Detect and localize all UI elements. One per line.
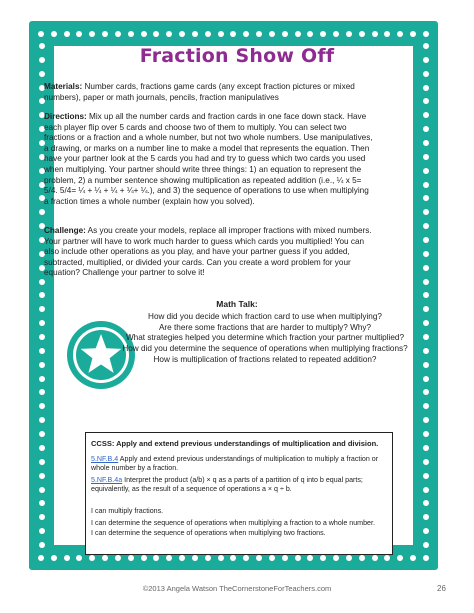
border-dot [205,555,211,561]
border-dot [423,403,429,409]
materials-paragraph [44,82,374,103]
border-dot [423,195,429,201]
challenge-label: Challenge: [44,226,86,235]
border-dot [141,31,147,37]
border-dot [39,417,45,423]
border-dot [39,389,45,395]
page-number: 26 [437,584,446,593]
border-dot [423,265,429,271]
border-dot [307,555,313,561]
border-dot [423,31,429,37]
border-dot [320,31,326,37]
border-dot [218,555,224,561]
border-dot [423,555,429,561]
border-dot [282,555,288,561]
border-dot [192,555,198,561]
border-dot [423,251,429,257]
border-dot [38,31,44,37]
border-dot [410,555,416,561]
border-dot [179,555,185,561]
border-dot [423,209,429,215]
border-dot [205,31,211,37]
border-dot [423,85,429,91]
challenge-text: As you create your models, replace all improper fractions with mixed numbers. Your partner will have to work much harder to guess which cards you multiplied! You can also include other operations as you play, and have your partner guess if you added, subtracted, multiplied, or divided your cards. Can you create a word problem for your equation? Challenge your partner to solve it! [44,226,372,278]
border-dot [153,31,159,37]
border-dot [423,140,429,146]
standard-text: Interpret the product (a/b) × q as a parts of a partition of q into b equal parts; equivalently, as the result of a sequence of operations a × q ÷ b. [91,476,363,493]
dot-border-bottom [38,554,429,561]
border-dot [230,31,236,37]
border-dot [39,348,45,354]
border-dot [39,71,45,77]
border-dot [359,555,365,561]
border-dot [372,555,378,561]
standard-link-5nfb4[interactable]: 5.NF.B.4 [91,455,119,463]
border-dot [39,487,45,493]
border-dot [423,334,429,340]
materials-text: Number cards, fractions game cards (any except fraction pictures or mixed numbers), paper or math journals, pencils, fraction manipulatives [44,82,355,102]
math-talk-questions [120,312,410,366]
border-dot [423,528,429,534]
math-talk-title: Math Talk: [216,299,258,309]
border-dot [423,98,429,104]
dot-border-top [38,30,429,37]
border-dot [423,542,429,548]
border-dot [218,31,224,37]
border-dot [423,292,429,298]
border-dot [39,376,45,382]
border-dot [423,473,429,479]
math-talk-question: How is multiplication of fractions related to repeated addition? [153,354,377,364]
border-dot [128,555,134,561]
dot-border-right [422,43,429,548]
border-dot [423,431,429,437]
border-dot [423,376,429,382]
ccss-box [85,432,393,555]
border-dot [39,500,45,506]
border-dot [102,555,108,561]
border-dot [115,31,121,37]
border-dot [372,31,378,37]
border-dot [153,555,159,561]
border-dot [423,168,429,174]
border-dot [230,555,236,561]
border-dot [102,31,108,37]
materials-label: Materials: [44,82,83,91]
border-dot [307,31,313,37]
border-dot [423,417,429,423]
border-dot [269,555,275,561]
border-dot [423,389,429,395]
directions-label: Directions: [44,112,87,121]
border-dot [39,542,45,548]
border-dot [397,555,403,561]
border-dot [410,31,416,37]
border-dot [346,31,352,37]
border-dot [320,555,326,561]
border-dot [39,279,45,285]
border-dot [256,555,262,561]
border-dot [423,487,429,493]
border-dot [423,514,429,520]
border-dot [39,362,45,368]
directions-paragraph [44,112,374,207]
border-dot [423,112,429,118]
border-dot [423,500,429,506]
border-dot [141,555,147,561]
border-dot [38,555,44,561]
border-dot [39,334,45,340]
ccss-standard-2 [91,476,387,494]
border-dot [282,31,288,37]
page-title: Fraction Show Off [139,45,335,67]
border-dot [256,31,262,37]
ccss-standard-1 [91,455,387,473]
border-dot [64,31,70,37]
border-dot [295,555,301,561]
border-dot [423,459,429,465]
border-dot [423,154,429,160]
border-dot [39,403,45,409]
border-dot [423,182,429,188]
border-dot [166,555,172,561]
border-dot [39,473,45,479]
border-dot [423,320,429,326]
border-dot [179,31,185,37]
border-dot [243,31,249,37]
border-dot [397,31,403,37]
border-dot [89,555,95,561]
border-dot [423,71,429,77]
border-dot [359,31,365,37]
border-dot [384,31,390,37]
standard-text: Apply and extend previous understandings of multiplication to multiply a fraction or whole number by a fraction. [91,455,379,472]
border-dot [39,292,45,298]
border-dot [384,555,390,561]
standard-link-5nfb4a[interactable]: 5.NF.B.4a [91,476,123,484]
math-talk-question: How did you decide which fraction card to use when multiplying? [148,312,382,321]
challenge-paragraph [44,226,374,279]
math-talk-question: Are there some fractions that are harder to multiply? Why? [158,322,372,332]
border-dot [76,555,82,561]
math-talk-question: How did you determine the sequence of operations when multiplying fractions? [122,344,408,354]
border-dot [192,31,198,37]
border-dot [39,528,45,534]
i-can-statement: I can multiply fractions. [91,507,164,515]
i-can-statement: I can determine the sequence of operations when multiplying two fractions. [91,529,326,537]
border-dot [39,514,45,520]
border-dot [423,223,429,229]
border-dot [423,362,429,368]
border-dot [423,237,429,243]
border-dot [128,31,134,37]
border-dot [39,459,45,465]
border-dot [39,431,45,437]
border-dot [115,555,121,561]
footer-copyright: ©2013 Angela Watson TheCornerstoneForTeachers.com [142,584,332,593]
border-dot [243,555,249,561]
border-dot [39,209,45,215]
ccss-heading: CCSS: Apply and extend previous understandings of multiplication and division. [91,439,379,448]
border-dot [333,555,339,561]
border-dot [333,31,339,37]
border-dot [39,445,45,451]
border-dot [423,348,429,354]
border-dot [295,31,301,37]
border-dot [346,555,352,561]
border-dot [423,279,429,285]
border-dot [166,31,172,37]
border-dot [76,31,82,37]
border-dot [64,555,70,561]
i-can-statement: I can determine the sequence of operations when multiplying a fraction to a whole number. [91,519,375,527]
border-dot [423,445,429,451]
border-dot [51,555,57,561]
border-dot [423,126,429,132]
border-dot [89,31,95,37]
border-dot [51,31,57,37]
directions-text: Mix up all the number cards and fraction cards in one face down stack. Have each player flip over 5 cards and choose two of them to multiply. You can select two fractions or a fraction and a whole number, but not two whole numbers. Use manipulatives, a drawing, or marks on a number line to make a model that represents the equation. Then have your partner look at the 5 cards you had and try to guess which two cards you used when multiplying. Your partner should write three things: 1) an equation to represent the problem, 2) a number sentence showing multiplication as repeated addition (i.e., ¼ x 5= 5/4. 5/4= ¼ + ¼ + ¼ + ¼+ ¼.), and 3) the sequence of operations to use when multiplying a fraction times a whole number (explain how you solved). [44,112,373,206]
border-dot [269,31,275,37]
border-dot [39,320,45,326]
math-talk-question: What strategies helped you determine which fraction your partner multiplied? [125,333,405,343]
